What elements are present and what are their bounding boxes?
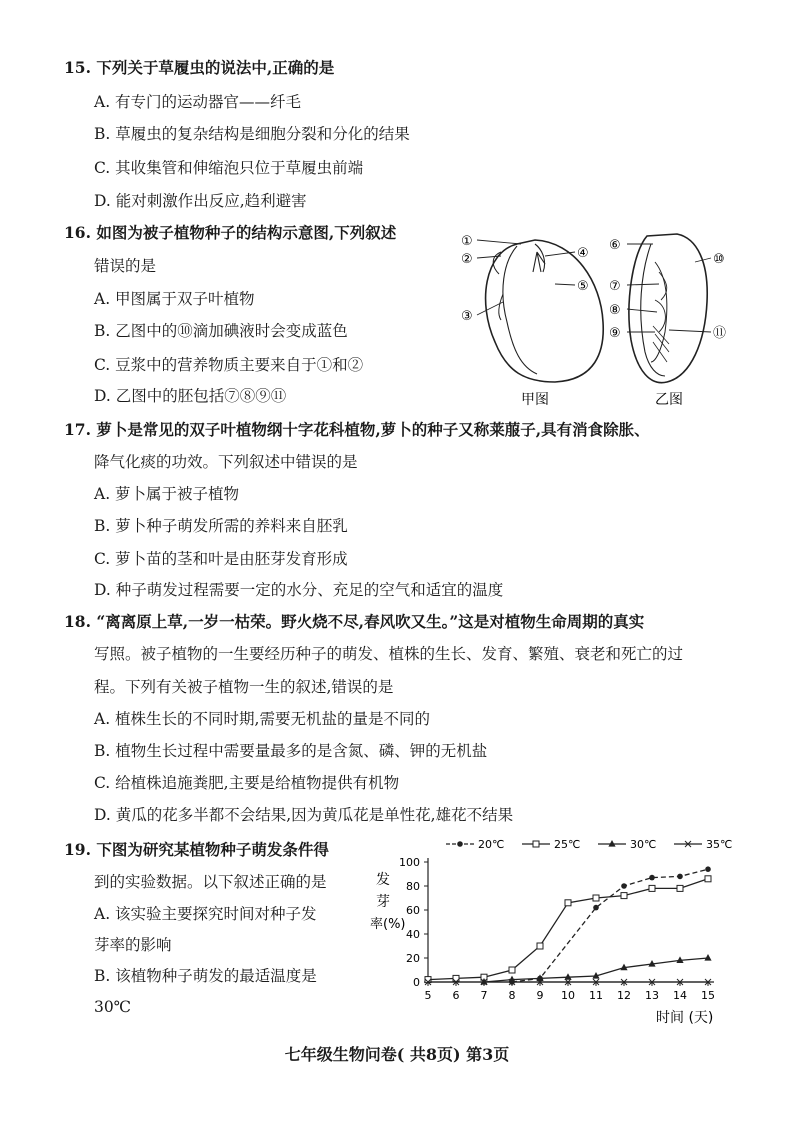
germination-rate-chart bbox=[368, 832, 748, 1032]
label-3: ③ bbox=[461, 309, 473, 324]
label-11: ⑪ bbox=[713, 326, 727, 341]
point-dot bbox=[677, 874, 683, 880]
legend-label: 20℃ bbox=[478, 838, 505, 851]
chart-axes bbox=[399, 856, 715, 1002]
page-footer: 七年级生物问卷( 共8页) 第3页 bbox=[284, 1045, 510, 1064]
point-dot bbox=[649, 875, 655, 881]
q15-option-c: C. 其收集管和伸缩泡只位于草履虫前端 bbox=[94, 159, 364, 177]
y-tick-label: 20 bbox=[406, 952, 420, 965]
corn-seed-diagram bbox=[629, 234, 707, 383]
x-tick-label: 8 bbox=[508, 989, 516, 1002]
x-tick-label: 5 bbox=[424, 989, 432, 1002]
x-tick-label: 7 bbox=[480, 989, 488, 1002]
y-tick-label: 0 bbox=[413, 976, 420, 989]
y-tick-label: 100 bbox=[399, 856, 420, 869]
q19-option-a-cont: 芽率的影响 bbox=[94, 936, 172, 954]
q16-stem-cont: 错误的是 bbox=[94, 257, 157, 275]
left-callout-lines bbox=[477, 240, 575, 315]
left-figure-caption: 甲图 bbox=[521, 392, 549, 408]
y-axis-label-line1: 发 bbox=[376, 872, 390, 888]
q16-option-c: C. 豆浆中的营养物质主要来自于①和② bbox=[94, 356, 364, 374]
x-tick-label: 12 bbox=[617, 989, 631, 1002]
y-tick-label: 60 bbox=[406, 904, 420, 917]
q16-stem: 16. 如图为被子植物种子的结构示意图,下列叙述 bbox=[64, 223, 397, 242]
x-axis-label: 时间 (天) bbox=[656, 1010, 714, 1026]
x-tick-label: 14 bbox=[673, 989, 687, 1002]
x-tick-label: 10 bbox=[561, 989, 575, 1002]
q19-option-a: A. 该实验主要探究时间对种子发 bbox=[94, 905, 317, 923]
q19-option-b-cont: 30℃ bbox=[94, 998, 132, 1016]
label-2: ② bbox=[461, 252, 473, 267]
q18-option-d: D. 黄瓜的花多半都不会结果,因为黄瓜花是单性花,雄花不结果 bbox=[94, 806, 514, 824]
q16-option-b: B. 乙图中的⑩滴加碘液时会变成蓝色 bbox=[94, 322, 348, 340]
y-tick-label: 40 bbox=[406, 928, 420, 941]
q15-stem: 15. 下列关于草履虫的说法中,正确的是 bbox=[64, 58, 335, 77]
label-5: ⑤ bbox=[577, 279, 589, 294]
point-dot bbox=[621, 883, 627, 889]
q18-stem-cont-1: 写照。被子植物的一生要经历种子的萌发、植株的生长、发育、繁殖、衰老和死亡的过 bbox=[94, 645, 684, 663]
chart-series bbox=[425, 866, 712, 985]
point-triangle bbox=[704, 954, 711, 961]
q19-option-b: B. 该植物种子萌发的最适温度是 bbox=[94, 967, 317, 985]
x-tick-label: 9 bbox=[536, 989, 544, 1002]
right-figure-caption: 乙图 bbox=[655, 392, 683, 408]
label-8: ⑧ bbox=[609, 303, 621, 318]
q19-stem: 19. 下图为研究某植物种子萌发条件得 bbox=[64, 840, 329, 859]
point-square bbox=[537, 943, 543, 949]
q17-option-b: B. 萝卜种子萌发所需的养料来自胚乳 bbox=[94, 517, 348, 535]
q17-option-c: C. 萝卜苗的茎和叶是由胚芽发育形成 bbox=[94, 550, 348, 568]
label-1: ① bbox=[461, 234, 473, 249]
q18-option-b: B. 植物生长过程中需要量最多的是含氮、磷、钾的无机盐 bbox=[94, 742, 488, 760]
y-axis-label-line3: 率(%) bbox=[370, 917, 406, 932]
point-square bbox=[649, 885, 655, 891]
x-tick-label: 11 bbox=[589, 989, 603, 1002]
label-7: ⑦ bbox=[609, 279, 621, 294]
label-9: ⑨ bbox=[609, 326, 621, 341]
q18-option-c: C. 给植株追施粪肥,主要是给植物提供有机物 bbox=[94, 774, 400, 792]
y-tick-label: 80 bbox=[406, 880, 420, 893]
q18-stem-cont-2: 程。下列有关被子植物一生的叙述,错误的是 bbox=[94, 678, 394, 696]
q17-option-d: D. 种子萌发过程需要一定的水分、充足的空气和适宜的温度 bbox=[94, 581, 504, 599]
q17-stem: 17. 萝卜是常见的双子叶植物纲十字花科植物,萝卜的种子又称莱菔子,具有消食除胀、 bbox=[64, 420, 650, 439]
q17-stem-cont: 降气化痰的功效。下列叙述中错误的是 bbox=[94, 453, 358, 471]
point-square bbox=[705, 876, 711, 882]
q18-stem: 18. “离离原上草,一岁一枯荣。野火烧不尽,春风吹又生。”这是对植物生命周期的真实 bbox=[64, 612, 645, 631]
point-dot bbox=[457, 841, 463, 847]
point-dot bbox=[705, 866, 711, 872]
point-triangle bbox=[608, 840, 615, 847]
label-4: ④ bbox=[577, 246, 589, 261]
x-tick-label: 6 bbox=[452, 989, 460, 1002]
x-tick-label: 13 bbox=[645, 989, 659, 1002]
legend-label: 25℃ bbox=[554, 838, 581, 851]
label-6: ⑥ bbox=[609, 238, 621, 253]
series-line bbox=[428, 879, 708, 980]
q17-option-a: A. 萝卜属于被子植物 bbox=[94, 485, 240, 503]
label-10: ⑩ bbox=[713, 252, 725, 267]
point-square bbox=[621, 893, 627, 899]
right-callout-lines bbox=[627, 244, 711, 332]
q16-option-d: D. 乙图中的胚包括⑦⑧⑨⑪ bbox=[94, 387, 287, 405]
point-square bbox=[677, 885, 683, 891]
q15-option-a: A. 有专门的运动器官——纤毛 bbox=[94, 93, 302, 111]
legend-label: 35℃ bbox=[706, 838, 733, 851]
point-dot bbox=[593, 905, 599, 911]
point-square bbox=[593, 895, 599, 901]
q15-option-b: B. 草履虫的复杂结构是细胞分裂和分化的结果 bbox=[94, 125, 410, 143]
q18-option-a: A. 植株生长的不同时期,需要无机盐的量是不同的 bbox=[94, 710, 430, 728]
point-square bbox=[509, 967, 515, 973]
seed-structure-figure bbox=[455, 222, 745, 412]
legend-label: 30℃ bbox=[630, 838, 657, 851]
q16-option-a: A. 甲图属于双子叶植物 bbox=[94, 290, 255, 308]
chart-legend bbox=[446, 838, 732, 851]
point-square bbox=[533, 841, 539, 847]
q15-option-d: D. 能对刺激作出反应,趋利避害 bbox=[94, 192, 307, 210]
x-tick-label: 15 bbox=[701, 989, 715, 1002]
bean-seed-diagram bbox=[486, 240, 604, 382]
y-axis-label-line2: 芽 bbox=[376, 894, 390, 910]
q19-stem-cont: 到的实验数据。以下叙述正确的是 bbox=[94, 873, 327, 891]
point-square bbox=[565, 900, 571, 906]
